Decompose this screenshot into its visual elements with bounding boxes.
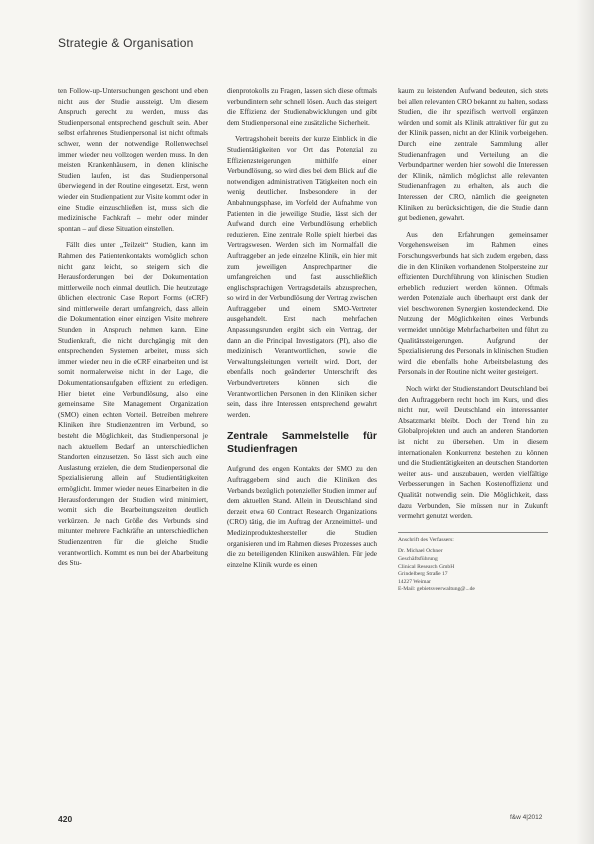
column-1	[58, 86, 208, 575]
author-line: Clinical Research GmbH	[398, 563, 455, 570]
page-number: 420	[58, 814, 73, 824]
paragraph: Noch wirkt der Studienstandort Deutschland bei den Auftraggebern recht hoch im Kurs, und dies nicht nur, weil Deutschland ein interessanter Absatzmarkt bleibt. Doch der Trend hin zu Globalprojekten und auch an anderen Standorten ist nicht zu übersehen. Um in diesem internationalen Konkurrenz bestehen zu können und die Studientätigkeiten an deutschen Standorten weiter aus- und auszubauen, werden vielfältige Verbesserungen in Sachen Kostenoffizienz und Qualität notwendig sein. Die Möglichkeit, dass dazu Verbunden, Sie müssen nur in Zukunft vermehrt genutzt werden.	[398, 384, 548, 521]
author-label: Anschrift des Verfassers:	[398, 536, 454, 543]
author-line: 14227 Weimar	[398, 578, 431, 585]
section-title: Strategie & Organisation	[58, 36, 194, 50]
column-3	[398, 86, 548, 594]
author-line: Geschäftsführung	[398, 555, 438, 562]
paragraph: Vertragshoheit bereits der kurze Einblick in die Studientätigkeiten vor Ort das Potenzial zu Effizienzsteigerungen mithilfe einer Verbundlösung, so wird dies bei dem Blick auf die notwendigen administrativen Tätigkeiten noch ein wenig deutlicher. Insbesondere in der Anbahnungsphase, im Vorfeld der Aufnahme von Patienten in die jeweilige Studie, lässt sich der Aufwand durch eine Verbundlösung erheblich reduzieren. Eine zentrale Rolle spielt hierbei das Vertragswesen. Werden sich im Normalfall die Auftraggeber an jede einzelne Klinik, ein hier mit zum jeweiligen Ansprechpartner die umfangreichen und fast ausschließlich englischsprachigen Vertragsdetails abzusprechen, so wird in der Verbundlösung der Vertrag zwischen Auftraggeber und einem SMO-Vertreter ausgehandelt. Erst nach mehrfachen Anpassungsrunden ergibt sich ein Vertrag, der dann an die Principal Investigators (PI), also die medizinisch Verantwortlichen, sowie die Verwaltungsleitungen verteilt wird. Dort, der ebenfalls noch geänderter Unterschrift des Verbundvertreters können sich die Verantwortlichen Personen in den Kliniken sicher sein, dass ihre Interessen entsprechend gewahrt werden.	[227, 134, 377, 419]
author-line: Dr. Michael Ochner	[398, 548, 443, 555]
author-line: Grindelberg Straße 17	[398, 571, 448, 578]
paragraph: ten Follow-up-Untersuchungen geschont und eben nicht aus der Studie aussteigt. Um diesem Anspruch gerecht zu werden, muss das Studienpersonal entsprechend geschult sein. Aber selbst erfahrenes Studienpersonal ist nicht oftmals schwer, wenn der notwendige Rollenwechsel immer wieder neu vollzogen werden muss. In den meisten Krankenhäusern, in denen klinische Studien laufen, ist das Studienpersonal überwiegend in der Routine eingesetzt. Erst, wenn wieder ein Studienpatient zur Visite kommt oder in eine Studie einzuschließen ist, muss sich die medizinische Fachkraft – mehr oder minder spontan – auf diese Situation einstellen.	[58, 86, 208, 233]
paragraph: kaum zu leistenden Aufwand bedeuten, sich stets bei allen relevanten CRO bekannt zu halten, sodass Studien, die ihr spezifisch wertvoll ergänzen würden und somit als Klinik attraktiver für gut zu der Klinik passen, nicht an der Klinik vorbeigehen. Durch eine zentrale Sammlung aller Studienanfragen und Verteilung an die Verbundpartner werden hier sowohl die Interessen der Klinik, nämlich möglichst alle relevanten Studienanfragen zu erhalten, als auch die Interessen der CRO, nämlich die geeigneten Kliniken zu berücksichtigen, die die Studie dann gut bedienen, gewahrt.	[398, 86, 548, 223]
paragraph: Aus den Erfahrungen gemeinsamer Vorgehensweisen im Rahmen eines Forschungsverbunds hat sich zudem ergeben, dass die in den Kliniken vorhandenen Stolpersteine zur effizienten Durchführung von klinischen Studien erheblich reduziert werden können. Oftmals werden Potenziale auch überhaupt erst dank der viel beschworenen Synergien kostendeckend. Die Nutzung der Möglichkeiten eines Verbunds vermeidet unnötige Mehrfacharbeiten und führt zu Qualitätssteigerungen. Aufgrund der Spezialisierung des Personals in klinischen Studien wird die ebenfalls hohe Arbeitsbelastung des Personals in der Routine nicht weiter gesteigert.	[398, 229, 548, 377]
author-email: E-Mail: gebietsveerwaltung@...de	[398, 586, 475, 593]
issue-label: f&w 4|2012	[510, 814, 543, 821]
author-address	[398, 532, 548, 594]
paragraph: dienprotokolls zu Fragen, lassen sich diese oftmals verbundintern sehr schnell lösen. Auch das steigert die Effizienz der Studienabwicklungen und gibt dem Studienpersonal eine zusätzliche Sicherheit.	[227, 86, 377, 127]
section-heading: Zentrale Sammelstelle für Studienfragen	[227, 430, 377, 456]
column-2	[227, 86, 377, 576]
page-edge-shadow	[576, 0, 594, 844]
paragraph: Fällt dies unter „Teilzeit“ Studien, kann im Rahmen des Patientenkontakts womöglich schon nicht ganz leicht, so steigern sich die Herausforderungen bei der Dokumentation mittlerweile noch einmal deutlich. Die heutzutage üblichen electronic Case Report Forms (eCRF) sind mittlerweile derart umfangreich, dass allein die Dokumentation einer einzigen Visite mehrere Stunden in Anspruch nehmen kann. Eine Studienkraft, die nicht durchgängig mit den entsprechenden Systemen arbeitet, muss sich immer wieder neu in die eCRF einarbeiten und ist somit normalerweise nicht in der Lage, die Dokumentationsaufgaben effizient zu erledigen. Hier bietet eine Verbundlösung, also eine gemeinsame Site Management Organization (SMO) einen echten Vorteil. Betreiben mehrere Kliniken ihre Studienzentren im Verbund, so besteht die Möglichkeit, das Studienpersonal je nach aktuellem Bedarf an unterschiedlichen Standorten einzusetzen. So lässt sich auch eine Auslastung erzielen, die dem Studienpersonal die Spezialisierung allein auf Studientätigkeiten ermöglicht. Immer wieder neues Einarbeiten in die Herausforderungen der Studien wird minimiert, womit sich die Bearbeitungszeiten deutlich verkürzen. Je nach Größe des Verbunds sind mitunter mehrere Fachkräfte an unterschiedlichen Studienzentren für die gleiche Studie verantwortlich. Kommt es nun bei der Abarbeitung des Stu-	[58, 240, 208, 568]
paragraph: Aufgrund des engen Kontakts der SMO zu den Auftraggebern sind auch die Kliniken des Verbands bezüglich potenzieller Studien immer auf dem aktuellen Stand. Allein in Deutschland sind derzeit etwa 60 Contract Research Organizations (CRO) tätig, die im Auftrag der Arzneimittel- und Medizinprodukteshersteller die Studien organisieren und im Rahmen dieses Prozesses auch die zu beteiligenden Kliniken auswählen. Für jede einzelne Klinik wurde es einen	[227, 464, 377, 569]
